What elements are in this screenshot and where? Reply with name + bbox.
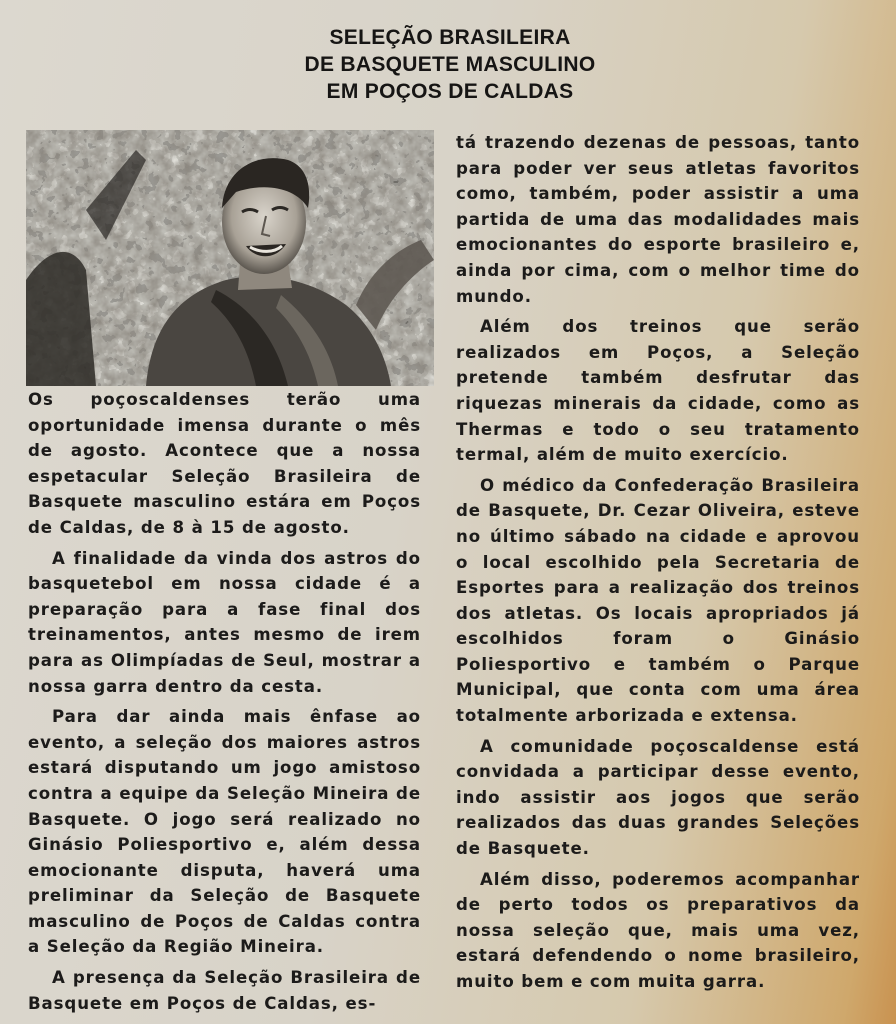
title-line-2: DE BASQUETE MASCULINO bbox=[304, 53, 596, 76]
right-paragraph-1: tá trazendo dezenas de pessoas, tanto para poder ver seus atletas favoritos como, também, poder assistir a uma partida de uma das modalidades mais emocionantes do esporte brasileiro e, ainda por cima, com o melhor time do mundo. bbox=[456, 133, 860, 306]
left-paragraph-1: Os poçoscaldenses terão uma oportunidade imensa durante o mês de agosto. Acontece que a nossa espetacular Seleção Brasileira de Basquete masculino estára em Poços de Caldas, de 8 à 15 de agosto. bbox=[28, 390, 421, 537]
right-paragraph-2: Além dos treinos que serão realizados em Poços, a Seleção pretende também desfrutar das riquezas minerais da cidade, como as Thermas e todo o seu tratamento termal, além de muito exercício. bbox=[456, 317, 860, 465]
right-paragraph-5: Além disso, poderemos acompanhar de perto todos os preparativos da nossa seleção que, mais uma vez, estará defendendo o nome brasileiro, muito bem e com muita garra. bbox=[456, 869, 860, 991]
left-paragraph-3: Para dar ainda mais ênfase ao evento, a seleção dos maiores astros estará disputando um jogo amistoso contra a equipe da Seleção Mineira de Basquete. O jogo será realizado no Ginásio Poliesportivo e, além dessa emocionante disputa, haverá uma preliminar da Seleção de Basquete masculino de Poços de Caldas contra a Seleção da Região Mineira. bbox=[28, 707, 421, 957]
right-paragraph-4: A comunidade poçoscaldense está convidada a participar desse evento, indo assistir aos jogos que serão realizados das duas grandes Seleções de Basquete. bbox=[456, 736, 860, 859]
article-right-column bbox=[456, 130, 860, 1000]
title-line-1: SELEÇÃO BRASILEIRA bbox=[329, 26, 571, 49]
left-paragraph-4: A presença da Seleção Brasileira de Basquete em Poços de Caldas, es- bbox=[28, 968, 421, 1013]
title-line-3: EM POÇOS DE CALDAS bbox=[326, 80, 574, 103]
athlete-photo bbox=[26, 130, 434, 386]
athlete-photo-icon bbox=[26, 130, 434, 386]
right-paragraph-3: O médico da Confederação Brasileira de Basquete, Dr. Cezar Oliveira, esteve no último sábado na cidade e aprovou o local escolhido pela Secretaria de Esportes para a realização dos treinos dos atletas. Os locais apropriados já escolhidos foram o Ginásio Poliesportivo e também o Parque Municipal, que conta com uma área totalmente arborizada e extensa. bbox=[456, 475, 860, 726]
left-paragraph-2: A finalidade da vinda dos astros do basquetebol em nossa cidade é a preparação para a fase final dos treinamentos, antes mesmo de irem para as Olimpíadas de Seul, mostrar a nossa garra dentro da cesta. bbox=[28, 548, 421, 696]
article-title bbox=[220, 24, 680, 105]
article-left-column bbox=[28, 387, 421, 1021]
